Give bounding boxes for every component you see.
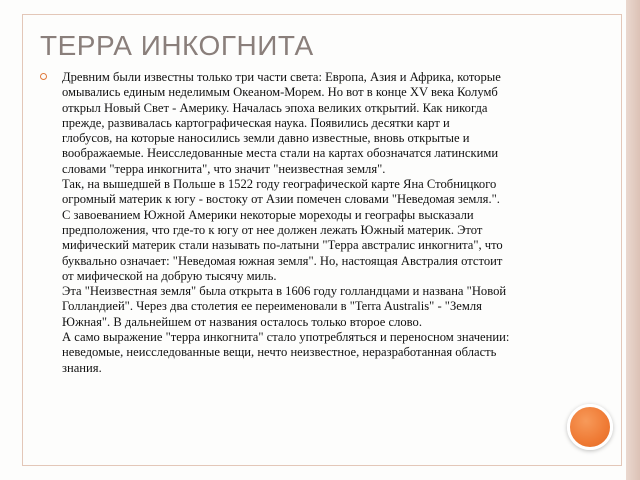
paragraph-4: А само выражение "терра инкогнита" стало употребляться и переносном значении: неведомые, неисследованные вещи, нечто неизвестное, неразработанная область знания. xyxy=(62,330,510,375)
body-text xyxy=(62,70,605,376)
right-decorative-band xyxy=(626,0,640,480)
slide-title: ТЕРРА ИНКОГНИТА xyxy=(40,30,314,61)
hollow-circle-bullet-icon xyxy=(40,73,47,80)
content-bullet xyxy=(40,70,605,376)
paragraph-1: Древним были известны только три части света: Европа, Азия и Африка, которые омывались единым неделимым Океаном-Морем. Но вот в конце XV века Колумб открыл Новый Свет - Америку. Началась эпоха великих открытий. Как никогда прежде, развивалась картографическая наука. Появились десятки карт и глобусов, на которые наносились земли давно известные, вновь открытые и воображаемые. Неисследованные места стали на картах обозначатся латинскими словами "терра инкогнита", что значит "неизвестная земля". Так, на вышедшей в Польше в 1522 году географической карте Яна Стобницкого огромный материк к югу - востоку от Азии помечен словами "Неведомая земля.". xyxy=(62,70,501,207)
paragraph-2: С завоеванием Южной Америки некоторые мореходы и географы высказали предположения, что где-то к югу от нее должен лежать Южный материк. Этот мифический материк стали называть по-латыни "Терра австралис инкогнита", что буквально означает: "Неведомая южная земля". Но, настоящая Австралия отстоит от мифической на добрую тысячу миль. xyxy=(62,207,503,283)
paragraph-3: Эта "Неизвестная земля" была открыта в 1606 году голландцами и названа "Новой Голландией". Через два столетия ее переименовали в "Terra Australis" - "Земля Южная". В дальнейшем от названия осталось только второе слово. xyxy=(62,284,507,329)
decorative-orange-circle xyxy=(567,404,613,450)
